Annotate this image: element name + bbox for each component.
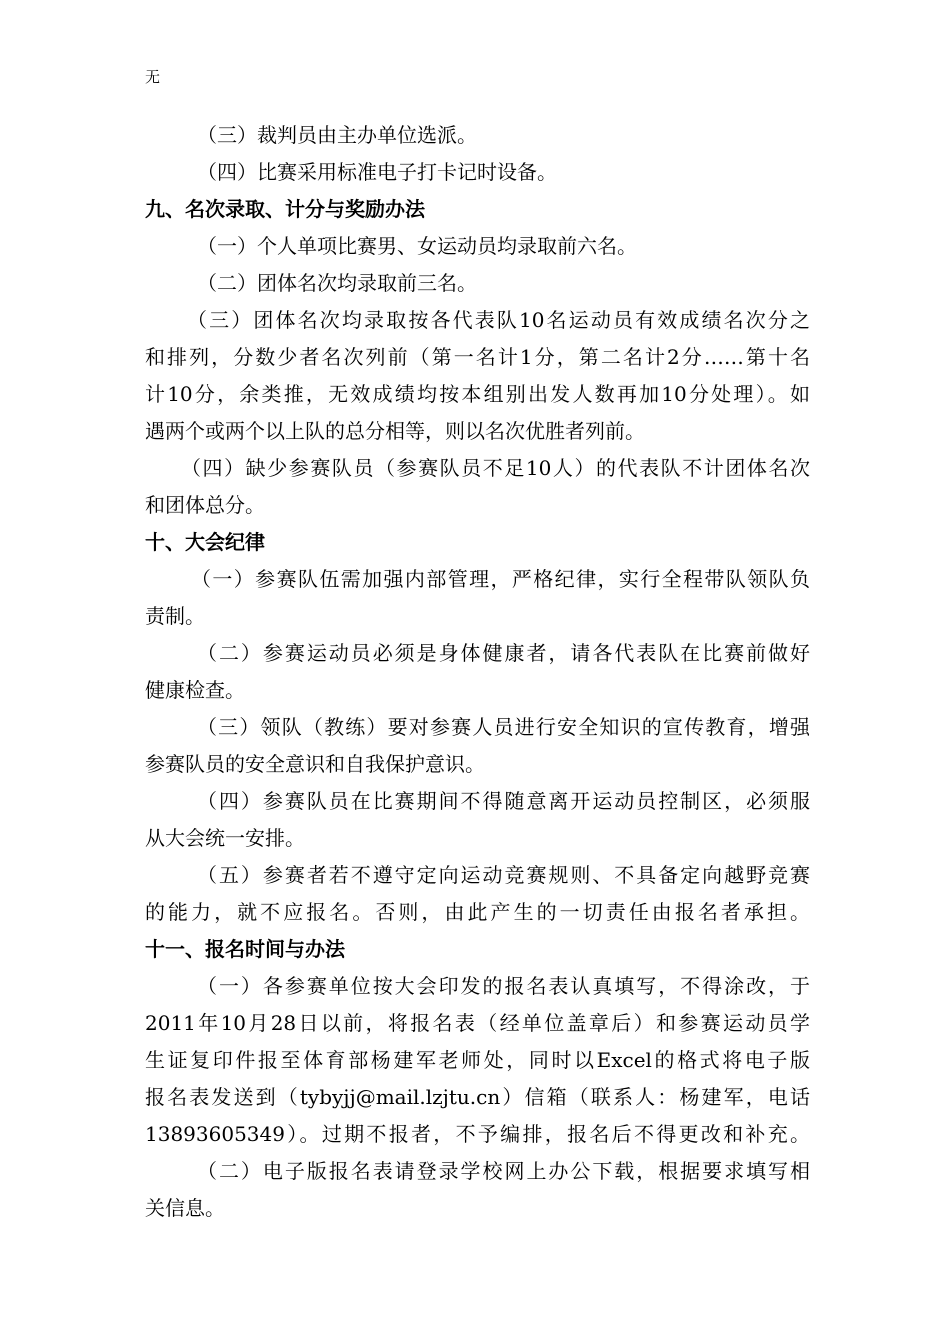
text-line: （一）参赛队伍需加强内部管理，严格纪律，实行全程带队领队负	[191, 567, 810, 591]
text-line: 关信息。	[145, 1196, 225, 1220]
text-line: （二）参赛运动员必须是身体健康者，请各代表队在比赛前做好	[197, 641, 810, 665]
text-line: 遇两个或两个以上队的总分相等，则以名次优胜者列前。	[145, 419, 645, 443]
text-line: （四）参赛队员在比赛期间不得随意离开运动员控制区，必须服	[197, 789, 810, 813]
text-line: 健康检查。	[145, 678, 245, 702]
text-line: （五）参赛者若不遵守定向运动竞赛规则、不具备定向越野竞赛	[197, 863, 810, 887]
text-line: 的能力，就不应报名。否则，由此产生的一切责任由报名者承担。	[145, 900, 810, 924]
text-line: （二）团体名次均录取前三名。	[197, 271, 477, 295]
text-line: （一）各参赛单位按大会印发的报名表认真填写，不得涂改，于	[197, 974, 810, 998]
text-line: 生证复印件报至体育部杨建军老师处，同时以Excel的格式将电子版	[145, 1048, 810, 1072]
section-heading: 十、大会纪律	[145, 530, 265, 554]
text-line: （三）领队（教练）要对参赛人员进行安全知识的宣传教育，增强	[197, 715, 810, 739]
text-line: （四）缺少参赛队员（参赛队员不足10人）的代表队不计团体名次	[181, 456, 810, 480]
text-line: 计10分，余类推，无效成绩均按本组别出发人数再加10分处理）。如	[145, 382, 810, 406]
section-heading: 十一、报名时间与办法	[145, 937, 345, 961]
text-line: 13893605349）。过期不报者，不予编排，报名后不得更改和补充。	[145, 1122, 810, 1146]
text-line: 参赛队员的安全意识和自我保护意识。	[145, 752, 485, 776]
document-body	[145, 117, 810, 1227]
text-line: 报名表发送到（tybyjj@mail.lzjtu.cn）信箱（联系人：杨建军，电话	[145, 1085, 810, 1109]
text-line: （三）裁判员由主办单位选派。	[197, 123, 477, 147]
section-heading: 九、名次录取、计分与奖励办法	[145, 197, 425, 221]
text-line: 从大会统一安排。	[145, 826, 305, 850]
text-line: （四）比赛采用标准电子打卡记时设备。	[197, 160, 557, 184]
text-line: （一）个人单项比赛男、女运动员均录取前六名。	[197, 234, 637, 258]
text-line: 和团体总分。	[145, 493, 265, 517]
text-line: （二）电子版报名表请登录学校网上办公下载，根据要求填写相	[197, 1159, 810, 1183]
text-line: 和排列，分数少者名次列前（第一名计1分，第二名计2分……第十名	[145, 345, 810, 369]
page-header: 无	[145, 68, 161, 86]
text-line: 责制。	[145, 604, 205, 628]
text-line: 2011年10月28日以前，将报名表（经单位盖章后）和参赛运动员学	[145, 1011, 810, 1035]
text-line: （三）团体名次均录取按各代表队10名运动员有效成绩名次分之	[187, 308, 810, 332]
